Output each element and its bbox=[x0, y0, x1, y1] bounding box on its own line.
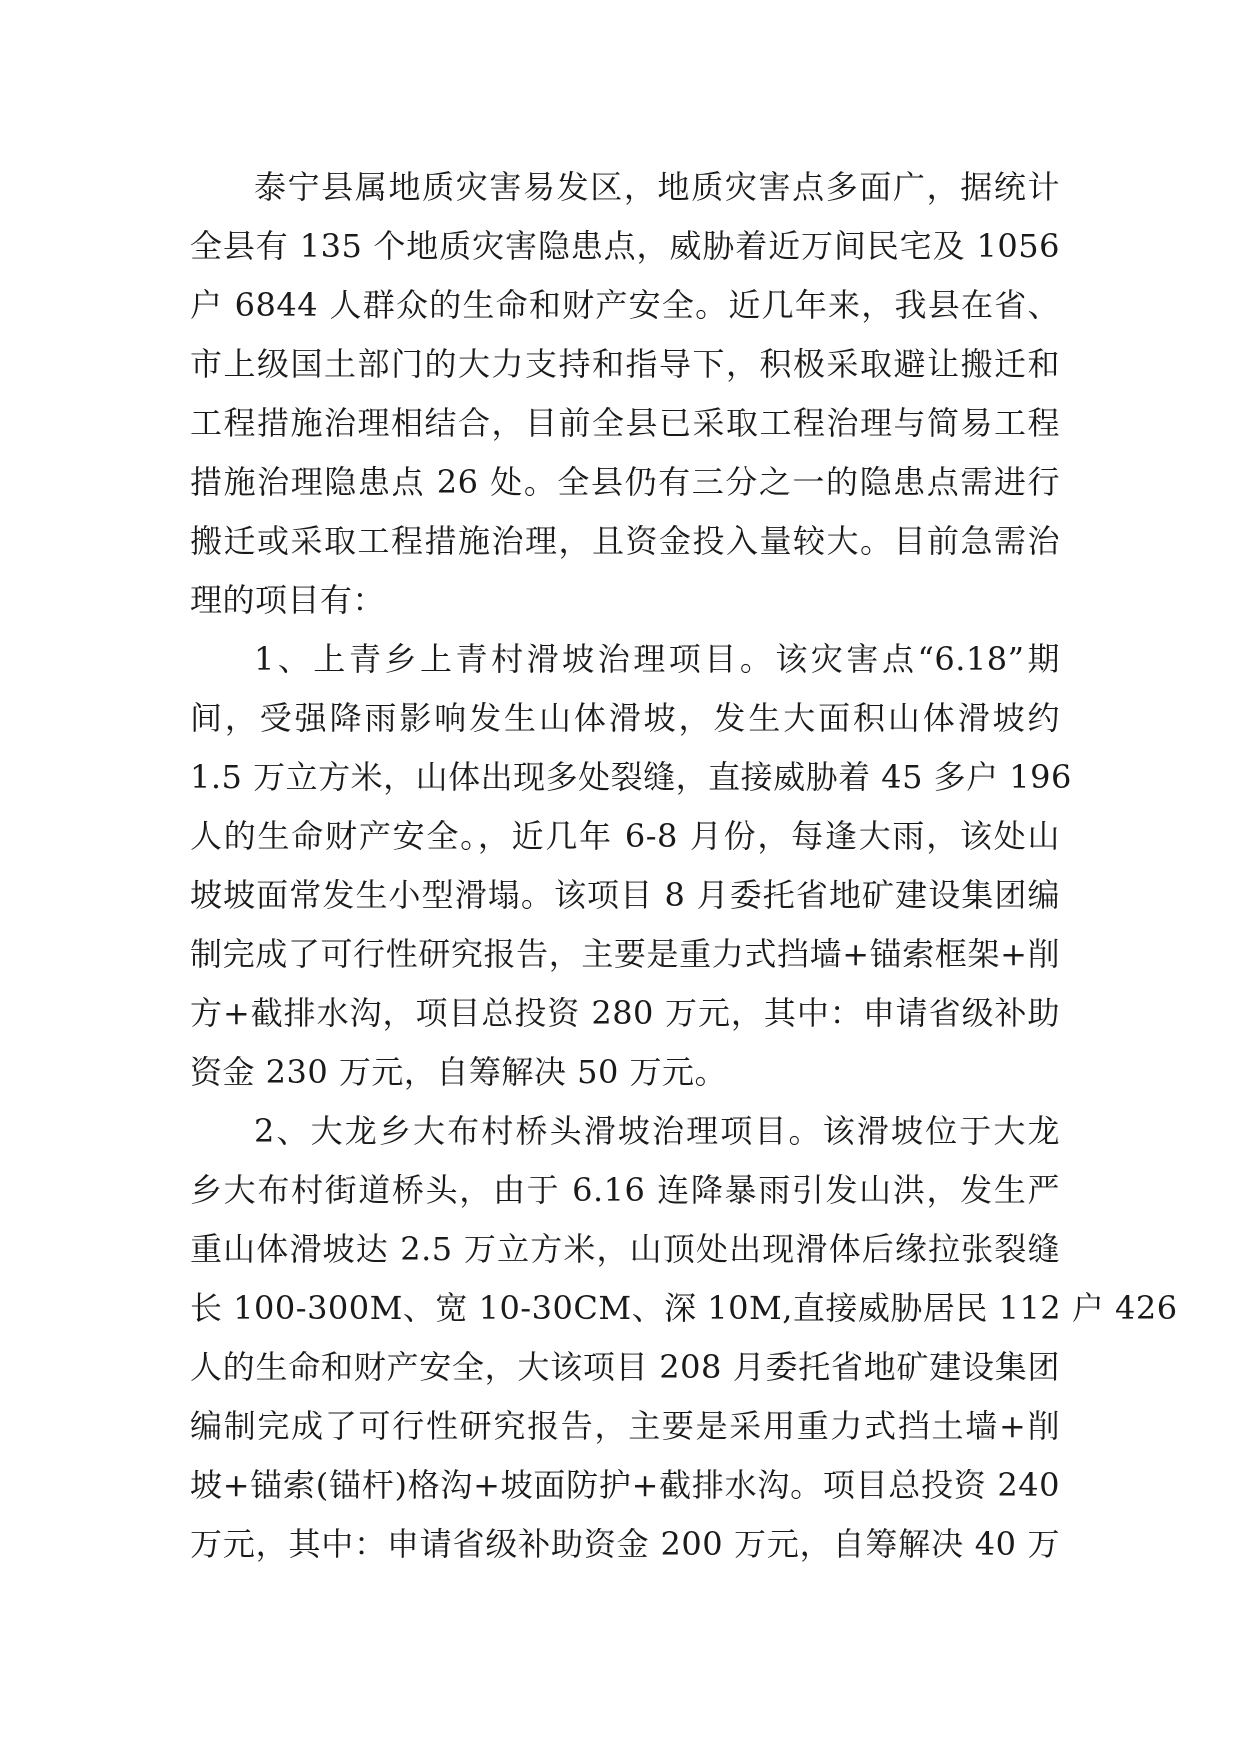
text-line: 乡大布村街道桥头，由于 6.16 连降暴雨引发山洪，发生严 bbox=[190, 1171, 1060, 1209]
text-line: 方+截排水沟，项目总投资 280 万元，其中：申请省级补助 bbox=[190, 994, 1060, 1032]
text-line: 制完成了可行性研究报告，主要是重力式挡墙+锚索框架+削 bbox=[190, 935, 1060, 973]
document-body bbox=[190, 158, 1178, 1574]
paragraph-overview bbox=[190, 158, 1060, 630]
text-line: 人的生命和财产安全，大该项目 208 月委托省地矿建设集团 bbox=[190, 1348, 1060, 1386]
text-line: 长 100-300M、宽 10-30CM、深 10M,直接威胁居民 112 户 426 bbox=[190, 1289, 1178, 1327]
text-line: 坡坡面常发生小型滑塌。该项目 8 月委托省地矿建设集团编 bbox=[190, 876, 1060, 914]
paragraph-project-2 bbox=[190, 1102, 1178, 1574]
text-line: 人的生命财产安全。，近几年 6-8 月份，每逢大雨，该处山 bbox=[190, 817, 1060, 855]
text-line: 2、大龙乡大布村桥头滑坡治理项目。该滑坡位于大龙 bbox=[254, 1112, 1060, 1150]
text-line: 编制完成了可行性研究报告，主要是采用重力式挡土墙+削 bbox=[190, 1407, 1060, 1445]
text-line: 工程措施治理相结合，目前全县已采取工程治理与简易工程 bbox=[190, 404, 1060, 442]
text-line: 全县有 135 个地质灾害隐患点，威胁着近万间民宅及 1056 bbox=[190, 227, 1060, 265]
text-line: 泰宁县属地质灾害易发区，地质灾害点多面广，据统计 bbox=[254, 168, 1060, 206]
text-line: 理的项目有： bbox=[190, 581, 386, 619]
text-line: 资金 230 万元，自筹解决 50 万元。 bbox=[190, 1053, 727, 1091]
paragraph-project-1 bbox=[190, 630, 1072, 1102]
text-line: 间，受强降雨影响发生山体滑坡，发生大面积山体滑坡约 bbox=[190, 699, 1060, 737]
text-line: 市上级国土部门的大力支持和指导下，积极采取避让搬迁和 bbox=[190, 345, 1060, 383]
text-line: 搬迁或采取工程措施治理，且资金投入量较大。目前急需治 bbox=[190, 522, 1060, 560]
text-line: 措施治理隐患点 26 处。全县仍有三分之一的隐患点需进行 bbox=[190, 463, 1060, 501]
text-line: 1.5 万立方米，山体出现多处裂缝，直接威胁着 45 多户 196 bbox=[190, 758, 1072, 796]
text-line: 户 6844 人群众的生命和财产安全。近几年来，我县在省、 bbox=[190, 286, 1060, 324]
text-line: 1、上青乡上青村滑坡治理项目。该灾害点“6.18”期 bbox=[254, 640, 1060, 678]
text-line: 万元，其中：申请省级补助资金 200 万元，自筹解决 40 万 bbox=[190, 1525, 1060, 1563]
text-line: 重山体滑坡达 2.5 万立方米，山顶处出现滑体后缘拉张裂缝 bbox=[190, 1230, 1060, 1268]
text-line: 坡+锚索(锚杆)格沟+坡面防护+截排水沟。项目总投资 240 bbox=[190, 1466, 1060, 1504]
